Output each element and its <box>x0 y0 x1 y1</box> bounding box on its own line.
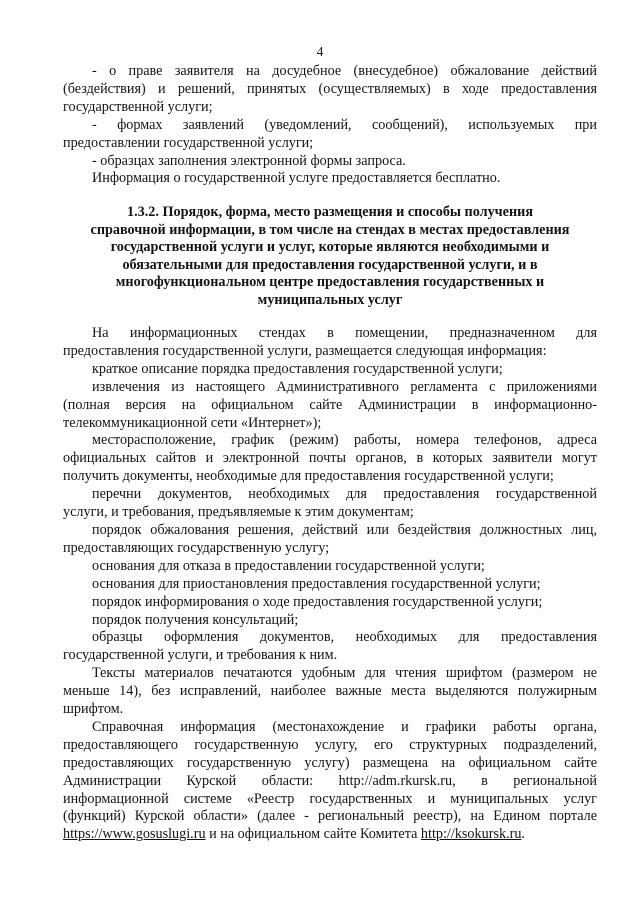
heading-line: 1.3.2. Порядок, форма, место размещения и способы получения <box>126 204 534 220</box>
text-line: образцы оформления документов, необходимых для предоставления <box>92 629 597 646</box>
text-line: основания для отказа в предоставлении государственной услуги; <box>92 557 485 574</box>
text-line: порядок получения консультаций; <box>92 611 299 628</box>
text-line: (полная версия на официальном сайте Администрации в информационно- <box>63 396 597 413</box>
text-line: извлечения из настоящего Административного регламента с приложениями <box>92 378 597 395</box>
text-line: порядок информирования о ходе предоставления государственной услуги; <box>92 593 543 610</box>
text-line: услуги, и требования, предъявляемые к этим документам; <box>63 504 414 521</box>
section-heading <box>63 204 597 310</box>
text-line: Тексты материалов печатаются удобным для чтения шрифтом (размером не <box>92 665 597 682</box>
text-line: телекоммуникационной сети «Интернет»); <box>63 414 322 431</box>
gosuslugi-link[interactable]: https://www.gosuslugi.ru <box>63 826 206 843</box>
body-section <box>63 325 597 844</box>
text-line: предоставляющего государственную услугу, его структурных подразделений, <box>63 736 597 753</box>
text-line <box>63 826 597 844</box>
text-line: месторасположение, график (режим) работы, номера телефонов, адреса <box>92 432 597 449</box>
heading-line: муниципальных услуг <box>257 291 403 308</box>
page-number: 4 <box>316 44 324 59</box>
text-line: На информационных стендах в помещении, предназначенном для <box>92 325 597 341</box>
text-line: краткое описание порядка предоставления государственной услуги; <box>92 360 503 377</box>
ksokursk-link[interactable]: http://ksokursk.ru <box>420 826 522 843</box>
line-end-text: . <box>521 826 525 843</box>
text-line: шрифтом. <box>63 701 124 718</box>
text-line: Администрации Курской области: http://adm.rkursk.ru, в региональной <box>63 772 597 789</box>
intro-section <box>63 63 597 188</box>
text-line: Информация о государственной услуге предоставляется бесплатно. <box>92 170 501 187</box>
text-line: меньше 14), без исправлений, наиболее важные места выделяются полужирным <box>63 683 597 700</box>
text-line: получить документы, необходимые для предоставления государственной услуги; <box>63 468 554 485</box>
text-line: государственной услуги, и требования к ним. <box>63 647 338 664</box>
text-line: информационной системе «Реестр государственных и муниципальных услуг <box>63 790 597 807</box>
text-line: основания для приостановления предоставления государственной услуги; <box>92 575 541 592</box>
text-line: - о праве заявителя на досудебное (внесудебное) обжалование действий <box>92 63 597 79</box>
text-line: (функций) Курской области» (далее - региональный реестр), на Едином портале <box>63 808 597 825</box>
heading-line: обязательными для предоставления государственной услуги, и в <box>122 256 538 273</box>
text-line: государственной услуги; <box>63 98 213 115</box>
text-line: предоставляющих государственную услугу; <box>63 539 330 556</box>
link-connector-text: и на официальном сайте Комитета <box>205 826 421 843</box>
text-line: предоставления государственной услуги, размещается следующая информация: <box>63 342 547 359</box>
text-line: порядок обжалования решения, действий или бездействия должностных лиц, <box>92 521 597 538</box>
text-line: - формах заявлений (уведомлений, сообщений), используемых при <box>92 116 597 133</box>
text-line: Справочная информация (местонахождение и графики работы органа, <box>92 718 597 735</box>
heading-line: справочной информации, в том числе на стендах в местах предоставления <box>90 221 570 238</box>
text-line: перечни документов, необходимых для предоставления государственной <box>92 486 597 503</box>
text-line: предоставлении государственной услуги; <box>63 134 314 151</box>
text-line: - образцах заполнения электронной формы запроса. <box>92 152 406 169</box>
heading-line: государственной услуги и услуг, которые являются необходимыми и <box>110 239 550 256</box>
text-line: предоставляющих государственную услугу) размещена на официальном сайте <box>63 754 597 771</box>
text-line: (бездействия) и решений, принятых (осуществляемых) в ходе предоставления <box>63 80 597 97</box>
text-line: официальных сайтов и электронной почты органов, в которых заявители могут <box>63 450 597 467</box>
heading-line: многофункциональном центре предоставления государственных и <box>115 274 545 291</box>
